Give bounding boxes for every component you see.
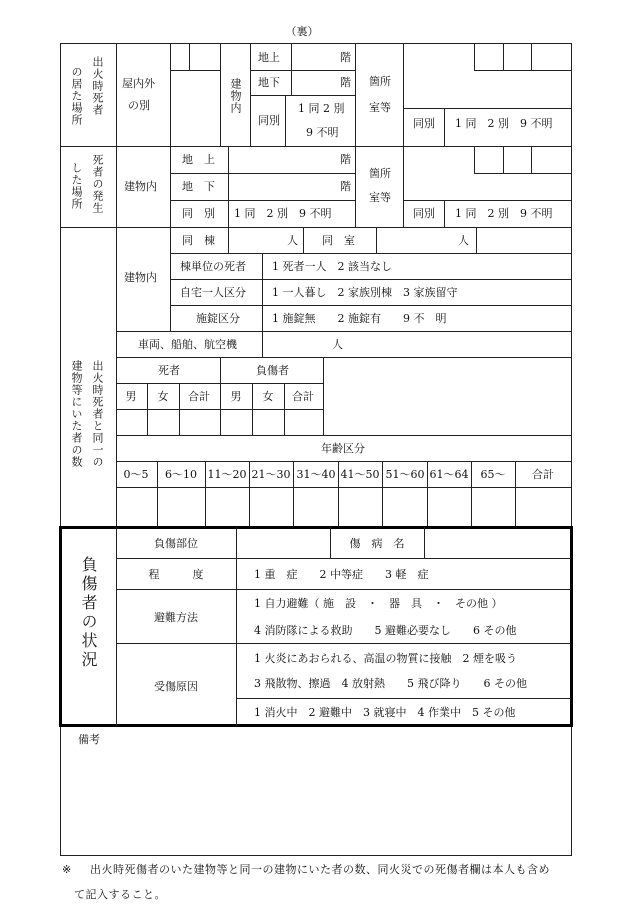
sec2-bldg-in: 建物内	[124, 180, 157, 193]
footnote-line1: 出火時死傷者のいた建物等と同一の建物にいた者の数、同火災での死傷者欄は本人も含め	[90, 863, 550, 876]
sec2-chika: 地 下	[182, 180, 215, 193]
remarks-label: 備考	[78, 733, 100, 746]
sec2-kai-2: 階	[340, 180, 351, 193]
sec2-shitsuto: 室等	[369, 191, 391, 204]
sec1-shitsuto: 室等	[369, 101, 391, 114]
injury-evac-opts1: 1 自力避難（ 施 設 ・ 器 具 ・ その他 ）	[254, 597, 503, 610]
sec1-bldg-in: 建物内	[229, 78, 242, 114]
age-7: 61～64	[429, 468, 469, 481]
age-2: 11～20	[207, 468, 247, 481]
sec2-kasho: 箇所	[369, 167, 391, 180]
sec1-label-b: の居た場所	[70, 66, 83, 126]
footnote-line2: て記入すること。	[74, 888, 166, 901]
injury-cause-opts1: 1 火炎にあおられる、高温の物質に接触 2 煙を吸う	[254, 652, 517, 665]
sec2-dobetsu-opts: 1 同 2 別 9 不明	[234, 207, 332, 220]
sec3-fushosha: 負傷者	[256, 364, 289, 377]
sec3-sejo-label: 施錠区分	[196, 312, 240, 325]
injury-degree-label: 程 度	[148, 568, 204, 581]
sec2-right-opts: 1 同 2 別 9 不明	[455, 207, 553, 220]
injury-cause-label: 受傷原因	[154, 680, 198, 693]
age-1: 6～10	[165, 468, 197, 481]
sec1-right-opts: 1 同 2 別 9 不明	[455, 117, 553, 130]
sec1-dobetsu-opts1: 1 同 2 別	[298, 102, 345, 115]
sec3-gokei-1: 合計	[188, 390, 210, 403]
sec3-vehicle-nin: 人	[332, 338, 343, 351]
sec1-chijo: 地上	[258, 51, 280, 64]
sec3-age-title: 年齢区分	[321, 442, 365, 455]
injury-cause-opts3: 1 消火中 2 避難中 3 就寝中 4 作業中 5 その他	[254, 706, 516, 719]
sec3-doshitsu-nin: 人	[458, 234, 469, 247]
sec3-tanni-label: 棟単位の死者	[180, 260, 246, 273]
sec3-sejo-opts: 1 施錠無 2 施錠有 9 不 明	[272, 312, 447, 325]
sec3-bldg-in: 建物内	[124, 271, 157, 284]
inout-label2: の別	[128, 99, 150, 112]
sec3-otoko-2: 男	[230, 390, 242, 403]
sec2-label-b: した場所	[70, 162, 83, 210]
sec1-kai-2: 階	[340, 76, 351, 89]
page-title: （裏）	[285, 25, 319, 38]
sec3-vehicle: 車両、船舶、航空機	[138, 338, 237, 351]
sec3-gokei-2: 合計	[292, 390, 314, 403]
injury-degree-opts: 1 重 症 2 中等症 3 軽 症	[254, 568, 429, 581]
age-8: 65～	[480, 468, 506, 481]
footnote-mark: ※	[62, 863, 72, 876]
sec1-chika: 地下	[258, 76, 280, 89]
age-5: 41～50	[340, 468, 380, 481]
age-3: 21～30	[251, 468, 291, 481]
sec2-chijo: 地 上	[182, 153, 215, 166]
sec3-onna-2: 女	[262, 390, 274, 403]
sec2-kai-1: 階	[340, 153, 351, 166]
injury-title: 負傷者の状況	[79, 556, 98, 670]
sec3-dotou-nin: 人	[287, 234, 298, 247]
age-4: 31～40	[296, 468, 336, 481]
injury-cause-opts2: 3 飛散物、擦過 4 放射熱 5 飛び降り 6 その他	[254, 677, 527, 690]
sec2-label-a: 死者の発生	[91, 154, 104, 214]
sec3-otoko-1: 男	[125, 390, 137, 403]
sec3-tanni-opts: 1 死者一人 2 該当なし	[272, 260, 392, 273]
injury-evac-label: 避難方法	[154, 611, 198, 624]
inout-label: 屋内外	[122, 77, 155, 90]
sec1-right-dobetsu: 同別	[413, 117, 435, 130]
sec1-dobetsu: 同別	[258, 114, 280, 127]
sec3-label-b: 建物等にいた者の数	[70, 360, 83, 468]
sec3-jitaku-label: 自宅一人区分	[180, 286, 246, 299]
sec2-dobetsu: 同 別	[182, 207, 215, 220]
sec3-jitaku-opts: 1 一人暮し 2 家族別棟 3 家族留守	[272, 286, 458, 299]
sec3-onna-1: 女	[157, 390, 169, 403]
injury-part-label: 負傷部位	[154, 537, 198, 550]
sec3-dotou: 同 棟	[182, 234, 215, 247]
sec3-label-a: 出火時死者と同一の	[91, 360, 104, 468]
injury-evac-opts2: 4 消防隊による救助 5 避難必要なし 6 その他	[254, 624, 517, 637]
age-9: 合計	[532, 468, 554, 481]
sec1-kai-1: 階	[340, 51, 351, 64]
sec3-doshitsu: 同 室	[322, 234, 355, 247]
sec1-label-a: 出火時死者	[91, 56, 104, 116]
sec1-dobetsu-opts2: 9 不明	[306, 126, 339, 139]
injury-disease-label: 傷 病 名	[349, 537, 405, 550]
sec1-kasho: 箇所	[369, 75, 391, 88]
age-0: 0～5	[123, 468, 149, 481]
sec3-shisha: 死者	[158, 364, 180, 377]
sec2-right-dobetsu: 同別	[413, 207, 435, 220]
age-6: 51～60	[385, 468, 425, 481]
